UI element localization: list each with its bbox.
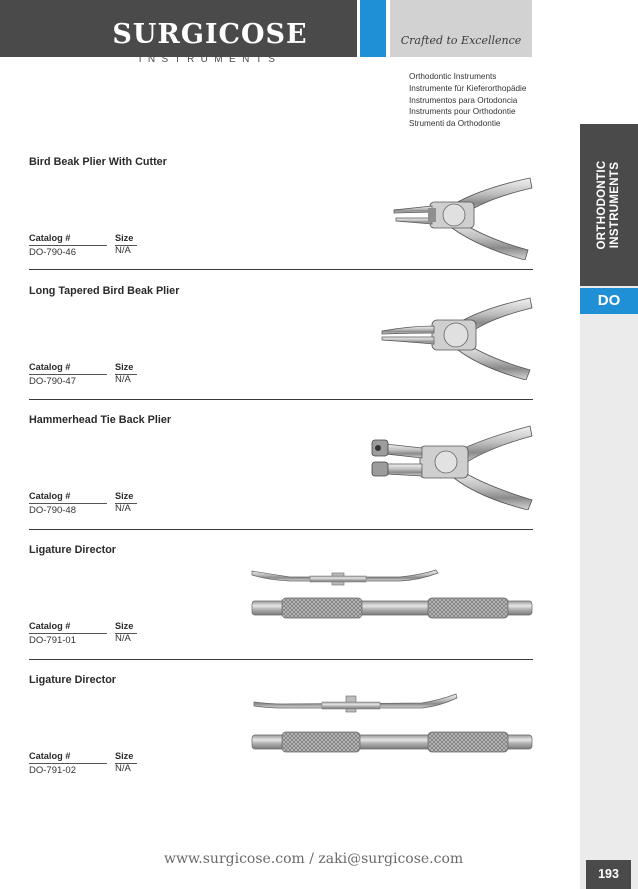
- size-value: N/A: [115, 503, 131, 514]
- header-accent: [360, 0, 386, 57]
- product-name: Bird Beak Plier With Cutter: [29, 156, 167, 168]
- page-number: 193: [586, 860, 631, 889]
- size-value: N/A: [115, 633, 131, 644]
- size-value: N/A: [115, 245, 131, 256]
- catalog-number: DO-790-46: [29, 247, 76, 258]
- catalog-label: Catalog #: [29, 621, 71, 631]
- language-item: Instruments pour Orthodontie: [409, 107, 516, 117]
- plier-icon: [368, 424, 534, 510]
- size-label: Size: [115, 621, 134, 631]
- section-code-badge: DO: [580, 288, 638, 314]
- catalog-number: DO-791-01: [29, 635, 76, 646]
- divider: [29, 529, 533, 530]
- size-label: Size: [115, 751, 134, 761]
- product-name: Ligature Director: [29, 544, 116, 556]
- language-item: Strumenti da Orthodontie: [409, 119, 501, 129]
- catalog-number: DO-790-48: [29, 505, 76, 516]
- size-value: N/A: [115, 763, 131, 774]
- footer-contact: www.surgicose.com / zaki@surgicose.com: [164, 851, 464, 867]
- divider: [29, 269, 533, 270]
- language-list: [409, 71, 526, 130]
- tagline-box: [390, 0, 532, 57]
- instrument-icon: [250, 730, 534, 754]
- catalog-number: DO-791-02: [29, 765, 76, 776]
- catalog-number: DO-790-47: [29, 376, 76, 387]
- catalog-label: Catalog #: [29, 233, 71, 243]
- size-label: Size: [115, 491, 134, 501]
- catalog-label: Catalog #: [29, 751, 71, 761]
- brand-logo: SURGICOSE: [112, 19, 308, 50]
- brand-subtitle: INSTRUMENTS: [138, 54, 282, 65]
- language-item: Instrumentos para Ortodoncia: [409, 95, 518, 105]
- plier-icon: [380, 296, 534, 380]
- divider: [29, 399, 533, 400]
- instrument-icon: [252, 690, 458, 716]
- section-tab-label: ORTHODONTIC INSTRUMENTS: [596, 160, 621, 250]
- size-value: N/A: [115, 374, 131, 385]
- plier-icon: [392, 176, 534, 260]
- language-item: Orthodontic Instruments: [409, 72, 497, 81]
- size-label: Size: [115, 233, 134, 243]
- divider: [29, 659, 533, 660]
- size-label: Size: [115, 362, 134, 372]
- catalog-label: Catalog #: [29, 362, 71, 372]
- instrument-icon: [250, 596, 534, 620]
- instrument-icon: [250, 566, 440, 588]
- catalog-label: Catalog #: [29, 491, 71, 501]
- product-name: Hammerhead Tie Back Plier: [29, 414, 172, 426]
- language-item: Instrumente für Kieferorthopädie: [409, 83, 527, 93]
- tagline: Crafted to Excellence: [400, 34, 522, 47]
- product-name: Ligature Director: [29, 674, 116, 686]
- product-name: Long Tapered Bird Beak Plier: [29, 285, 180, 297]
